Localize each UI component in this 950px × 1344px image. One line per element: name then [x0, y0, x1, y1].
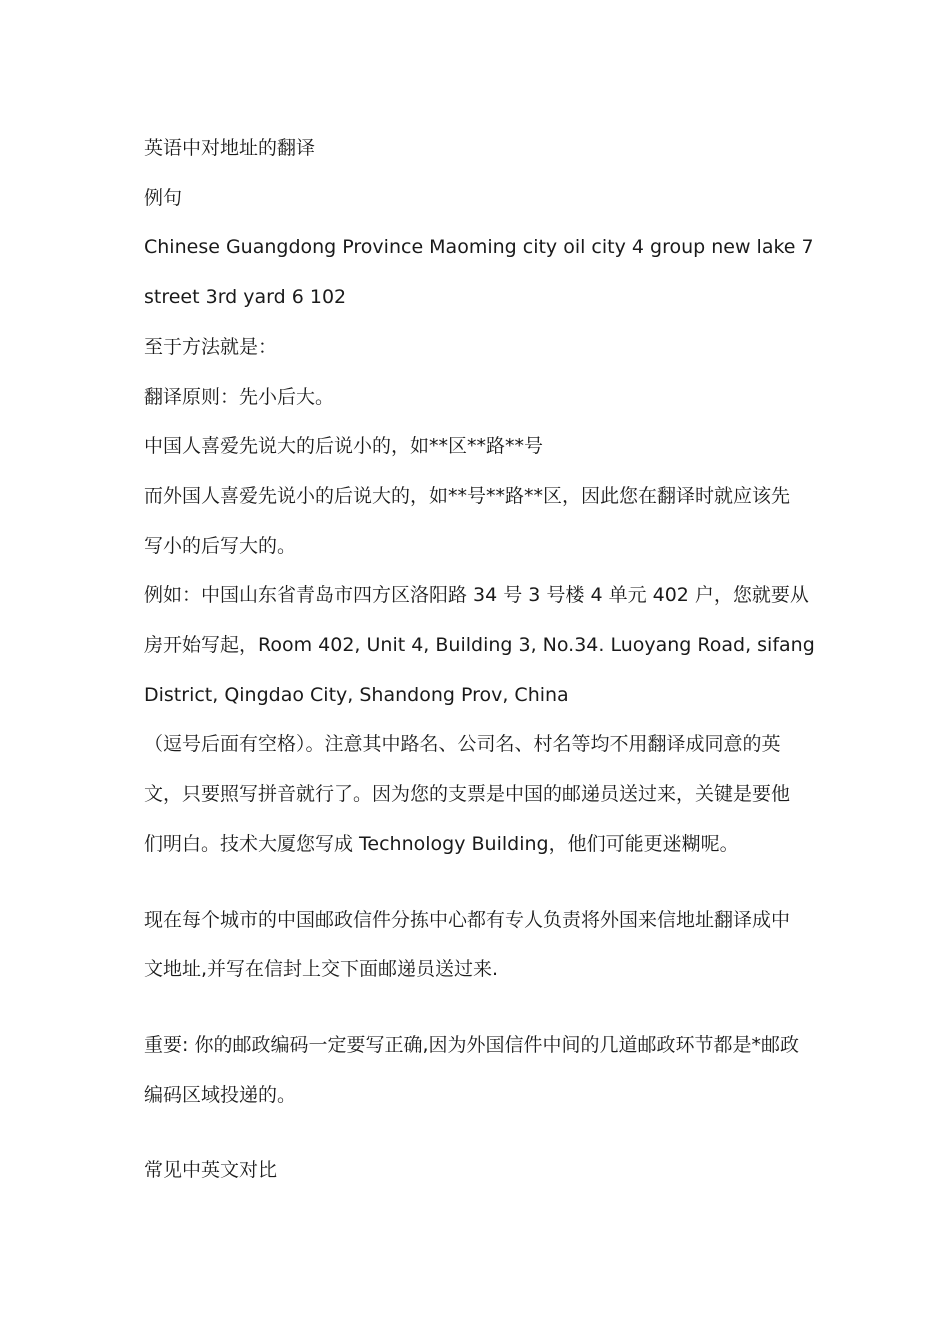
paragraph-gap [144, 995, 804, 1021]
foreign-order-line-1: 而外国人喜爱先说小的后说大的，如**号**路**区，因此您在翻译时就应该先 [144, 484, 791, 507]
example-line-1: Chinese Guangdong Province Maoming city oil city 4 group new lake 7 [144, 236, 814, 259]
note-line-2: 文，只要照写拼音就行了。因为您的支票是中国的邮递员送过来，关键是要他 [144, 783, 791, 806]
paragraph-gap [144, 870, 804, 896]
example-line-2: street 3rd yard 6 102 [144, 286, 347, 309]
principle-line: 翻译原则：先小后大。 [144, 385, 335, 408]
chinese-order-line: 中国人喜爱先说大的后说小的，如**区**路**号 [144, 435, 544, 458]
document-body [144, 124, 815, 1196]
document-title: 英语中对地址的翻译 [144, 137, 316, 159]
example-heading: 例句 [144, 186, 183, 209]
foreign-order-line-2: 写小的后写大的。 [144, 534, 297, 557]
important-line-2: 编码区域投递的。 [144, 1083, 297, 1106]
note-line-3: 们明白。技术大厦您写成 Technology Building，他们可能更迷糊呢。 [144, 832, 739, 855]
paragraph-gap [144, 1120, 804, 1146]
important-line-1: 重要: 你的邮政编码一定要写正确,因为外国信件中间的几道邮政环节都是*邮政 [144, 1033, 799, 1056]
note-line-1: （逗号后面有空格）。注意其中路名、公司名、村名等均不用翻译成同意的英 [144, 733, 781, 756]
method-intro: 至于方法就是： [144, 335, 278, 358]
comparison-heading: 常见中英文对比 [144, 1159, 278, 1182]
example-address-line-2: 房开始写起，Room 402, Unit 4, Building 3, No.34. Luoyang Road, sifang [144, 634, 815, 657]
example-address-line-3: District, Qingdao City, Shandong Prov, China [144, 683, 569, 706]
post-center-line-1: 现在每个城市的中国邮政信件分拣中心都有专人负责将外国来信地址翻译成中 [144, 908, 791, 931]
post-center-line-2: 文地址,并写在信封上交下面邮递员送过来. [144, 958, 499, 981]
example-address-line-1: 例如：中国山东省青岛市四方区洛阳路 34 号 3 号楼 4 单元 402 户，您就要从 [144, 584, 809, 607]
